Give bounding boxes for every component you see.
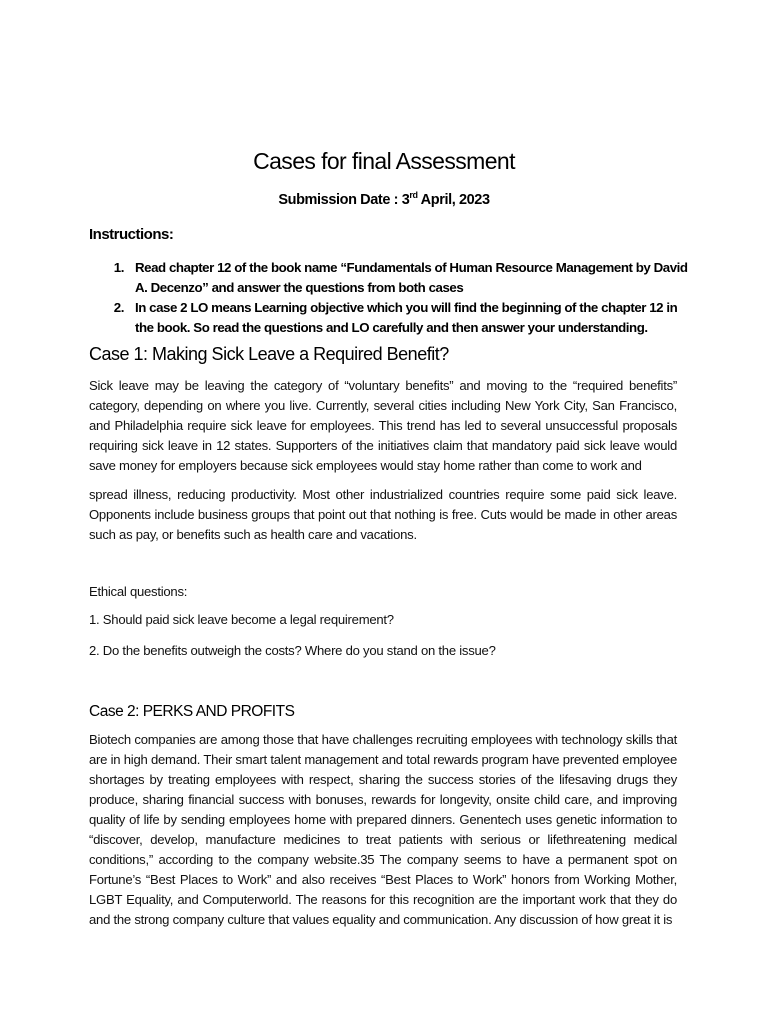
case2-heading: Case 2: PERKS AND PROFITS xyxy=(89,703,295,720)
instruction-number: 2. xyxy=(113,300,124,315)
instruction-text: Read chapter 12 of the book name “Fundamentals of Human Resource Management by David A. Decenzo” and answer the questions from both cases xyxy=(135,260,688,295)
submission-date-ordinal: rd xyxy=(409,190,418,201)
ethical-questions-heading: Ethical questions: xyxy=(89,584,188,599)
case1-paragraph-1: Sick leave may be leaving the category of “voluntary benefits” and moving to the “required benefits” category, depending on where you live. Currently, several cities including New York City, San Francisco, and Philadelphia require sick leave for employees. This trend has led to several unsuccessful proposals requiring sick leave in 12 states. Supporters of the initiatives claim that mandatory paid sick leave would save money for employers because sick employees would stay home rather than come to work and xyxy=(89,378,677,473)
instruction-item xyxy=(89,258,699,298)
ethical-question-1: 1. Should paid sick leave become a legal requirement? xyxy=(89,612,394,627)
case1-paragraph-2: spread illness, reducing productivity. Most other industrialized countries require some paid sick leave. Opponents include business groups that point out that nothing is free. Cuts would be made in other areas such as pay, or benefits such as health care and vacations. xyxy=(89,487,677,542)
submission-date-prefix: Submission Date : 3 xyxy=(278,192,410,208)
instructions-heading: Instructions: xyxy=(89,226,174,243)
case1-heading: Case 1: Making Sick Leave a Required Benefit? xyxy=(89,344,449,364)
instructions-list xyxy=(89,258,699,338)
submission-date xyxy=(0,192,768,208)
case2-paragraph: Biotech companies are among those that have challenges recruiting employees with technology skills that are in high demand. Their smart talent management and total rewards program have prevented employee shortages by treating employees with respect, sharing the success stories of the lifesaving drugs they produce, sharing financial success with bonuses, rewards for longevity, onsite child care, and improving quality of life by sending employees home with prepared dinners. Genentech uses genetic information to “discover, develop, manufacture medicines to treat patients with serious or lifethreatening medical conditions,” according to the company website.35 The company seems to have a permanent spot on Fortune’s “Best Places to Work” and also receives “Best Places to Work” honors from Working Mother, LGBT Equality, and Computerworld. The reasons for this recognition are the important work that they do and the strong company culture that values equality and communication. Any discussion of how great it is xyxy=(89,732,677,927)
document-title: Cases for final Assessment xyxy=(253,148,515,174)
instruction-item xyxy=(89,298,699,338)
instruction-text: In case 2 LO means Learning objective which you will find the beginning of the chapter 12 in the book. So read the questions and LO carefully and then answer your understanding. xyxy=(135,300,678,335)
ethical-question-2: 2. Do the benefits outweigh the costs? Where do you stand on the issue? xyxy=(89,643,496,658)
submission-date-suffix: April, 2023 xyxy=(417,192,490,208)
instruction-number: 1. xyxy=(113,260,124,275)
